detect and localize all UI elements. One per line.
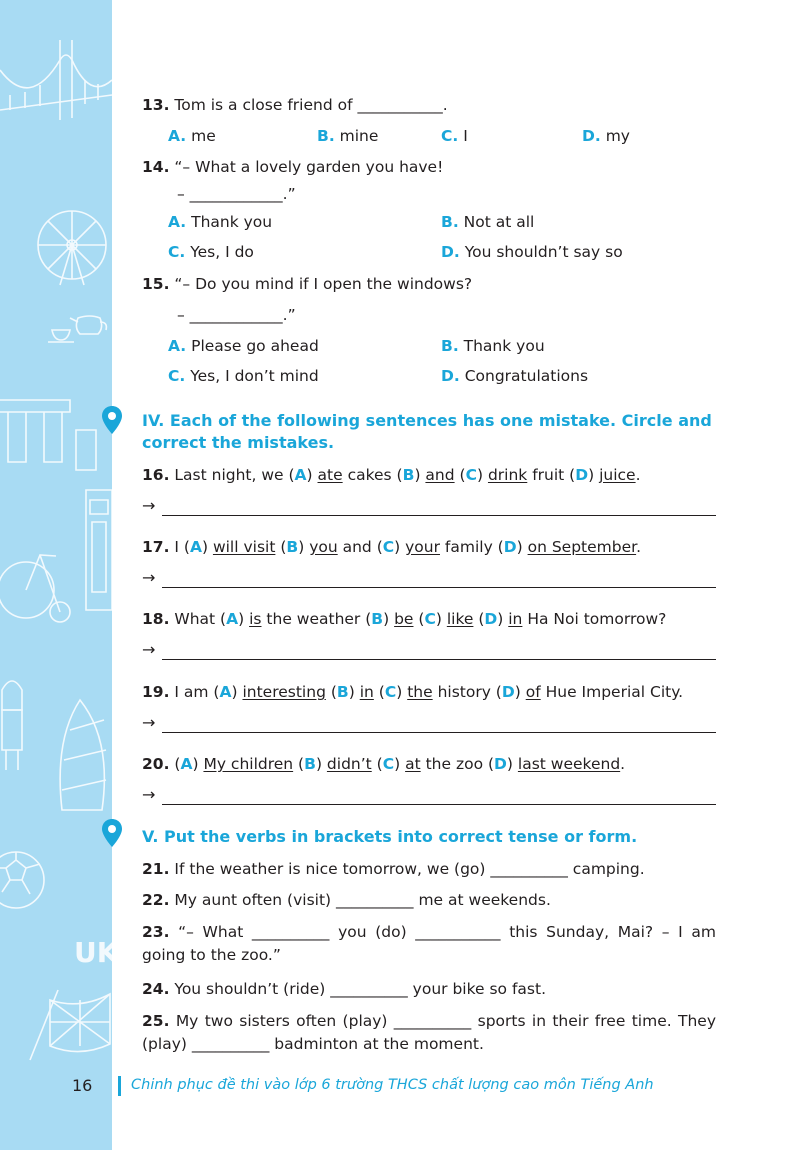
- question-15: [142, 275, 472, 293]
- footer-book-title: Chinh phục đề thi vào lớp 6 trường THCS chất lượng cao môn Tiếng Anh: [131, 1077, 654, 1093]
- underlined-part-a[interactable]: is: [249, 610, 262, 628]
- location-pin-icon: [101, 818, 123, 848]
- q13-option-d[interactable]: D. my: [582, 127, 630, 145]
- choice-c[interactable]: C: [382, 538, 395, 556]
- q15-option-b[interactable]: B. Thank you: [441, 337, 545, 355]
- question-number: 18.: [142, 610, 170, 628]
- underlined-part-b[interactable]: be: [394, 610, 414, 628]
- underlined-part-a[interactable]: My children: [203, 755, 294, 773]
- q14-option-d[interactable]: D. You shouldn’t say so: [441, 243, 623, 261]
- question-14: [142, 158, 443, 176]
- section-v-heading: V. Put the verbs in brackets into correct tense or form.: [142, 827, 638, 846]
- choice-a[interactable]: A: [189, 538, 202, 556]
- sidebar-illustrations-icon: [0, 0, 119, 1150]
- q17-answer-line[interactable]: [142, 570, 716, 590]
- question-19: 19. I am (A) interesting (B) in (C) the history (D) of Hue Imperial City.: [142, 683, 684, 701]
- choice-c[interactable]: C: [465, 466, 477, 484]
- question-17: 17. I (A) will visit (B) you and (C) your family (D) on September.: [142, 538, 642, 556]
- question-22: [142, 891, 551, 909]
- underlined-part-b[interactable]: in: [359, 683, 374, 701]
- underlined-part-a[interactable]: ate: [317, 466, 343, 484]
- page-footer: [0, 1072, 800, 1100]
- q15-option-c[interactable]: C. Yes, I don’t mind: [168, 367, 319, 385]
- choice-d[interactable]: D: [501, 683, 515, 701]
- underlined-part-b[interactable]: and: [425, 466, 455, 484]
- choice-b[interactable]: B: [371, 610, 384, 628]
- underlined-part-c[interactable]: like: [446, 610, 474, 628]
- q20-answer-line[interactable]: [142, 787, 716, 807]
- q15-response-blank: – ____________.”: [177, 306, 296, 324]
- choice-a[interactable]: A: [226, 610, 239, 628]
- choice-a[interactable]: A: [294, 466, 307, 484]
- underlined-part-b[interactable]: you: [309, 538, 338, 556]
- q15-option-a[interactable]: A. Please go ahead: [168, 337, 319, 355]
- question-text: “– What __________ you (do) ___________ this Sunday, Mai? – I am going to the zoo.”: [142, 923, 716, 964]
- choice-c[interactable]: C: [382, 755, 395, 773]
- q14-option-a[interactable]: A. Thank you: [168, 213, 273, 231]
- arrow-icon: →: [142, 713, 156, 732]
- underlined-part-c[interactable]: drink: [487, 466, 528, 484]
- question-number: 15.: [142, 275, 170, 293]
- q13-option-c[interactable]: C. I: [441, 127, 468, 145]
- question-number: 20.: [142, 755, 170, 773]
- decorative-sidebar: [0, 0, 119, 1150]
- question-25: [142, 1010, 716, 1056]
- q16-answer-line[interactable]: [142, 498, 716, 518]
- question-number: 13.: [142, 96, 170, 114]
- q19-answer-line[interactable]: [142, 715, 716, 735]
- underlined-part-a[interactable]: interesting: [242, 683, 326, 701]
- arrow-icon: →: [142, 640, 156, 659]
- choice-d[interactable]: D: [484, 610, 498, 628]
- question-number: 21.: [142, 860, 170, 878]
- underlined-part-d[interactable]: last weekend: [517, 755, 621, 773]
- q14-response-blank: – ____________.”: [177, 185, 296, 203]
- q18-answer-line[interactable]: [142, 642, 716, 662]
- question-number: 14.: [142, 158, 170, 176]
- q13-option-a[interactable]: A. me: [168, 127, 216, 145]
- question-16: 16. Last night, we (A) ate cakes (B) and (C) drink fruit (D) juice.: [142, 466, 641, 484]
- question-text: “– What a lovely garden you have!: [174, 158, 444, 176]
- page-number: 16: [72, 1076, 93, 1095]
- question-number: 22.: [142, 891, 170, 909]
- arrow-icon: →: [142, 568, 156, 587]
- question-number: 17.: [142, 538, 170, 556]
- choice-b[interactable]: B: [286, 538, 299, 556]
- q14-option-b[interactable]: B. Not at all: [441, 213, 535, 231]
- question-20: 20. (A) My children (B) didn’t (C) at the zoo (D) last weekend.: [142, 755, 626, 773]
- footer-divider: [118, 1076, 121, 1096]
- arrow-icon: →: [142, 785, 156, 804]
- choice-b[interactable]: B: [304, 755, 316, 773]
- underlined-part-b[interactable]: didn’t: [326, 755, 372, 773]
- underlined-part-d[interactable]: on September: [527, 538, 637, 556]
- choice-d[interactable]: D: [503, 538, 517, 556]
- question-number: 19.: [142, 683, 170, 701]
- question-text: If the weather is nice tomorrow, we (go) __________ camping.: [174, 860, 645, 878]
- underlined-part-d[interactable]: in: [508, 610, 523, 628]
- underlined-part-c[interactable]: at: [405, 755, 421, 773]
- question-24: [142, 980, 546, 998]
- arrow-icon: →: [142, 496, 156, 515]
- question-number: 16.: [142, 466, 170, 484]
- section-iv-heading: IV. Each of the following sentences has one mistake. Circle and correct the mistakes.: [142, 411, 712, 452]
- question-text: Tom is a close friend of ___________.: [174, 96, 448, 114]
- choice-c[interactable]: C: [384, 683, 397, 701]
- question-13: [142, 96, 448, 114]
- underlined-part-c[interactable]: your: [405, 538, 440, 556]
- location-pin-icon: [101, 405, 123, 435]
- underlined-part-d[interactable]: of: [525, 683, 541, 701]
- q14-option-c[interactable]: C. Yes, I do: [168, 243, 254, 261]
- q13-option-b[interactable]: B. mine: [317, 127, 379, 145]
- question-23: [142, 921, 716, 967]
- underlined-part-d[interactable]: juice: [599, 466, 636, 484]
- uk-watermark: UK: [74, 936, 119, 969]
- question-18: 18. What (A) is the weather (B) be (C) like (D) in Ha Noi tomorrow?: [142, 610, 667, 628]
- underlined-part-c[interactable]: the: [407, 683, 433, 701]
- question-text: “– Do you mind if I open the windows?: [174, 275, 473, 293]
- choice-a[interactable]: A: [180, 755, 193, 773]
- choice-b[interactable]: B: [402, 466, 415, 484]
- underlined-part-a[interactable]: will visit: [212, 538, 276, 556]
- question-21: [142, 860, 645, 878]
- choice-a[interactable]: A: [219, 683, 232, 701]
- choice-b[interactable]: B: [336, 683, 349, 701]
- q15-option-d[interactable]: D. Congratulations: [441, 367, 589, 385]
- question-text: My two sisters often (play) __________ sports in their free time. They (play) __________ badminton at the moment.: [142, 1012, 716, 1053]
- choice-d[interactable]: D: [575, 466, 589, 484]
- question-text: You shouldn’t (ride) __________ your bike so fast.: [174, 980, 546, 998]
- question-number: 24.: [142, 980, 170, 998]
- question-number: 23.: [142, 923, 170, 941]
- choice-d[interactable]: D: [494, 755, 507, 773]
- question-number: 25.: [142, 1012, 170, 1030]
- choice-c[interactable]: C: [424, 610, 436, 628]
- question-text: My aunt often (visit) __________ me at weekends.: [174, 891, 551, 909]
